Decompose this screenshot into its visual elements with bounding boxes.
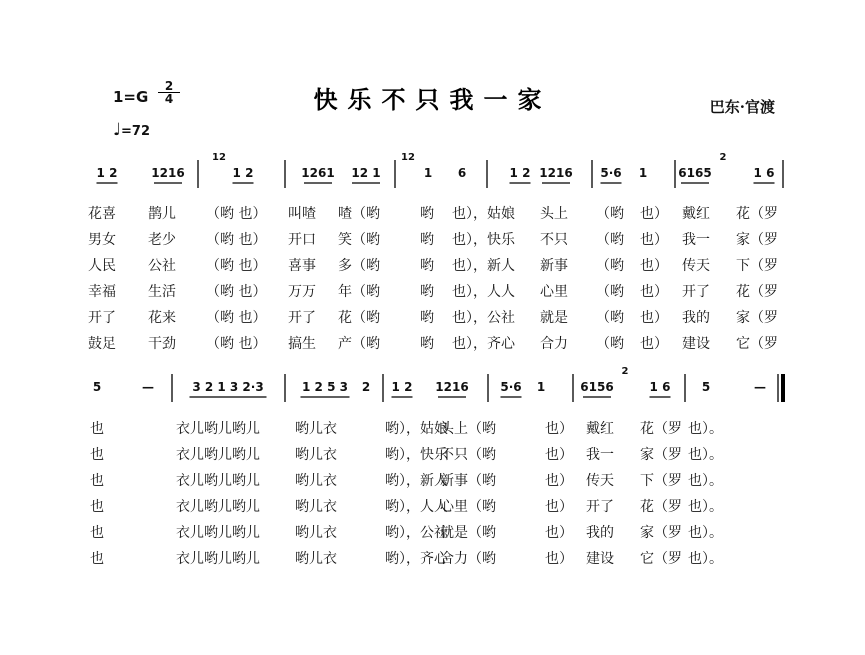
lyric-word: 也） [640, 336, 668, 352]
lyric-word: 新事（哟 [440, 473, 496, 489]
jianpu-note: 1216 [539, 166, 573, 180]
lyric-word: 多（哟 [338, 258, 380, 274]
lyric-word: 也） [545, 473, 573, 489]
lyric-word: 哟儿衣 [295, 551, 337, 567]
lyric-word: 我一 [682, 232, 710, 248]
lyric-word: 干劲 [148, 336, 176, 352]
jianpu-note: 12 1 [351, 166, 381, 180]
lyric-word: 不只 [540, 232, 568, 248]
lyric-word: 家（罗 [736, 232, 778, 248]
lyric-word: 哟儿衣 [295, 421, 337, 437]
jianpu-note: 6156 [580, 380, 614, 394]
lyric-word: 开了 [682, 284, 710, 300]
lyric-word: 花来 [148, 310, 176, 326]
lyric-word: 也） [640, 310, 668, 326]
lyric-word: 搞生 [288, 336, 316, 352]
lyric-word: 也），人人 [452, 284, 515, 300]
jianpu-note: 6165 [678, 166, 712, 180]
lyric-word: 我一 [586, 447, 614, 463]
lyric-word: 公社 [148, 258, 176, 274]
song-title: 快乐不只我一家 [313, 85, 552, 114]
lyric-line-start: 鼓足 [88, 336, 116, 352]
lyric-word: 哟儿衣 [295, 499, 337, 515]
jianpu-note: 2 [621, 366, 629, 377]
jianpu-note: 12 [212, 152, 226, 163]
lyric-word: 也） [640, 284, 668, 300]
lyric-word: 也），姑娘 [452, 206, 515, 222]
lyric-word: 花（罗 [736, 206, 778, 222]
lyric-word: 也），快乐 [452, 232, 515, 248]
lyric-word: 不只（哟 [440, 447, 496, 463]
lyric-word: 也） [545, 525, 573, 541]
lyric-line-start: 也 [90, 447, 104, 463]
lyric-word: 哟儿衣 [295, 525, 337, 541]
lyric-word: 就是（哟 [440, 525, 496, 541]
lyric-word: 头上 [540, 206, 568, 222]
lyric-word: 衣儿哟儿哟儿 [176, 473, 260, 489]
lyric-line-start: 也 [90, 473, 104, 489]
jianpu-note: 1 6 [753, 166, 775, 180]
lyric-word: 我的 [682, 310, 710, 326]
lyric-word: 产（哟 [338, 336, 380, 352]
lyric-word: 家（罗 [640, 525, 682, 541]
lyric-word: 哟 [420, 232, 434, 248]
lyric-word: 心里（哟 [440, 499, 496, 515]
jianpu-note: 1 2 [232, 166, 254, 180]
lyric-line-start: 人民 [88, 258, 116, 274]
lyric-word: 哟儿衣 [295, 447, 337, 463]
lyric-word: 合力（哟 [440, 551, 496, 567]
lyric-word: 哟儿衣 [295, 473, 337, 489]
lyric-word: 生活 [148, 284, 176, 300]
jianpu-note: 1 2 5 3 [302, 380, 348, 394]
lyric-word: 叫喳 [288, 206, 316, 222]
lyric-word: 它（罗 [736, 336, 778, 352]
lyric-word: 花（罗 [640, 499, 682, 515]
lyric-word: 老少 [148, 232, 176, 248]
lyric-word: 衣儿哟儿哟儿 [176, 551, 260, 567]
lyric-word: 也）。 [688, 551, 723, 567]
quarter-note-icon: ♩ [113, 120, 122, 140]
jianpu-note: 2 [719, 152, 727, 163]
jianpu-note: 1 [423, 166, 433, 180]
lyric-word: 也） [545, 551, 573, 567]
lyric-word: 建设 [586, 551, 614, 567]
time-numerator: 2 [158, 80, 180, 93]
jianpu-note: 5·6 [500, 380, 522, 394]
lyric-word: 哟 [420, 284, 434, 300]
lyric-word: （哟 也） [206, 310, 267, 326]
jianpu-note: 5 [92, 380, 102, 394]
lyric-word: （哟 [596, 258, 624, 274]
lyric-line-start: 也 [90, 551, 104, 567]
lyric-word: 也）。 [688, 499, 723, 515]
lyric-word: 哟），快乐 [385, 447, 448, 463]
lyric-word: 戴红 [586, 421, 614, 437]
lyric-word: 哟），姑娘 [385, 421, 448, 437]
jianpu-note: 1 2 [391, 380, 413, 394]
lyric-line-start: 也 [90, 525, 104, 541]
lyric-word: （哟 也） [206, 232, 267, 248]
lyric-word: 开了 [586, 499, 614, 515]
lyric-word: 也）。 [688, 525, 723, 541]
lyric-word: 哟 [420, 310, 434, 326]
lyric-word: 哟 [420, 258, 434, 274]
jianpu-note: 5 [701, 380, 711, 394]
lyric-word: 花（哟 [338, 310, 380, 326]
lyric-line-start: 也 [90, 499, 104, 515]
lyric-word: （哟 也） [206, 206, 267, 222]
lyric-word: 万万 [288, 284, 316, 300]
jianpu-note: 2 [361, 380, 371, 394]
lyric-word: 传天 [682, 258, 710, 274]
lyric-line-start: 男女 [88, 232, 116, 248]
lyric-word: （哟 也） [206, 284, 267, 300]
lyric-word: 年（哟 [338, 284, 380, 300]
lyric-word: 也） [640, 232, 668, 248]
lyric-word: （哟 [596, 310, 624, 326]
lyric-word: 喜事 [288, 258, 316, 274]
jianpu-note: 1 6 [649, 380, 671, 394]
lyric-word: 我的 [586, 525, 614, 541]
jianpu-note: 1261 [301, 166, 335, 180]
song-origin: 巴东·官渡 [709, 98, 775, 116]
lyric-word: 喳（哟 [338, 206, 380, 222]
lyric-word: 建设 [682, 336, 710, 352]
lyric-word: （哟 [596, 284, 624, 300]
jianpu-note: 1 2 [509, 166, 531, 180]
lyric-line-start: 开了 [88, 310, 116, 326]
lyric-word: 哟 [420, 206, 434, 222]
lyric-word: 花（罗 [640, 421, 682, 437]
lyric-word: 也） [640, 258, 668, 274]
key-signature: 1=G [113, 88, 149, 106]
lyric-word: 也） [545, 421, 573, 437]
lyric-word: 也）。 [688, 473, 723, 489]
lyric-word: 传天 [586, 473, 614, 489]
lyric-word: 也），公社 [452, 310, 515, 326]
lyric-word: 心里 [540, 284, 568, 300]
lyric-word: 也） [545, 447, 573, 463]
lyric-word: （哟 也） [206, 258, 267, 274]
lyric-word: 合力 [540, 336, 568, 352]
jianpu-note: — [754, 380, 766, 394]
lyric-word: （哟 [596, 206, 624, 222]
lyric-word: 家（罗 [736, 310, 778, 326]
jianpu-note: — [142, 380, 154, 394]
lyric-word: 开了 [288, 310, 316, 326]
lyric-word: 也） [545, 499, 573, 515]
lyric-word: 哟），齐心 [385, 551, 448, 567]
jianpu-note: 1 [638, 166, 648, 180]
time-denominator: 4 [164, 92, 174, 106]
lyric-line-start: 也 [90, 421, 104, 437]
lyric-word: 花（罗 [736, 284, 778, 300]
lyric-word: 下（罗 [736, 258, 778, 274]
lyric-line-start: 花喜 [88, 206, 116, 222]
jianpu-note: 12 [401, 152, 415, 163]
jianpu-note: 3 2 1 3 2·3 [192, 380, 264, 394]
lyric-word: 也），新人 [452, 258, 515, 274]
lyric-word: 哟 [420, 336, 434, 352]
lyric-line-start: 幸福 [88, 284, 116, 300]
lyric-word: 也），齐心 [452, 336, 515, 352]
jianpu-note: 1216 [435, 380, 469, 394]
lyric-word: 也）。 [688, 447, 723, 463]
lyric-word: 也） [640, 206, 668, 222]
lyric-word: 就是 [540, 310, 568, 326]
lyric-word: 下（罗 [640, 473, 682, 489]
jianpu-note: 1216 [151, 166, 185, 180]
lyric-word: （哟 也） [206, 336, 267, 352]
jianpu-note: 1 2 [96, 166, 118, 180]
lyric-word: 衣儿哟儿哟儿 [176, 525, 260, 541]
jianpu-note: 6 [457, 166, 467, 180]
lyric-word: 头上（哟 [440, 421, 496, 437]
lyric-word: 家（罗 [640, 447, 682, 463]
lyric-word: （哟 [596, 232, 624, 248]
lyric-word: 鹊儿 [148, 206, 176, 222]
lyric-word: 衣儿哟儿哟儿 [176, 447, 260, 463]
lyric-word: 哟），公社 [385, 525, 448, 541]
lyric-word: 衣儿哟儿哟儿 [176, 421, 260, 437]
lyric-word: 哟），人人 [385, 499, 448, 515]
lyric-word: 戴红 [682, 206, 710, 222]
lyric-word: 开口 [288, 232, 316, 248]
lyric-word: 哟），新人 [385, 473, 448, 489]
lyric-word: 衣儿哟儿哟儿 [176, 499, 260, 515]
lyric-word: 新事 [540, 258, 568, 274]
lyric-word: 它（罗 [640, 551, 682, 567]
jianpu-note: 1 [536, 380, 546, 394]
lyric-word: 也）。 [688, 421, 723, 437]
tempo-value: =72 [121, 124, 151, 139]
lyric-word: （哟 [596, 336, 624, 352]
lyric-word: 笑（哟 [338, 232, 380, 248]
jianpu-note: 5·6 [600, 166, 622, 180]
